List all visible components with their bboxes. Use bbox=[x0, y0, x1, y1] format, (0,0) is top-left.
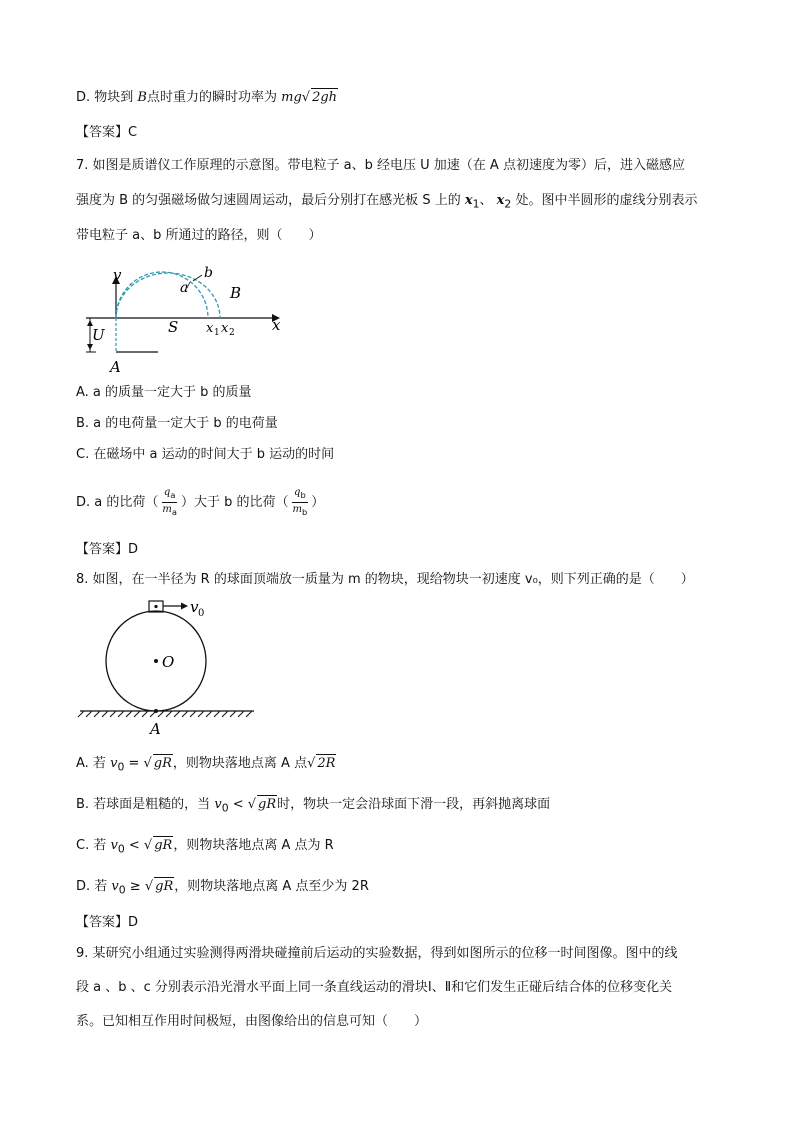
q8-option-b-1: B. 若球面是粗糙的，当 bbox=[76, 797, 211, 812]
q7-x1: x bbox=[464, 193, 473, 208]
label-v0-sub: 0 bbox=[198, 608, 205, 619]
q8-option-b-lt: < bbox=[228, 797, 248, 812]
q8-option-b-sqrt: gR bbox=[258, 797, 277, 812]
q7-option-c: C. 在磁场中 a 运动的时间大于 b 运动的时间 bbox=[76, 447, 335, 462]
q7-x2: x bbox=[496, 193, 505, 208]
q8-option-d-sqrt: gR bbox=[155, 879, 174, 894]
q8-option-c-lt: < bbox=[124, 838, 144, 853]
label-x: x bbox=[272, 316, 281, 334]
label-A: A bbox=[150, 720, 161, 738]
q7-sep: 、 bbox=[479, 193, 493, 208]
frac-a-den-sub: a bbox=[171, 507, 177, 517]
q8-option-a-eq: = bbox=[124, 756, 144, 771]
frac-b-den: m bbox=[292, 504, 302, 515]
label-A: A bbox=[110, 358, 121, 376]
q8-option-a-1: A. 若 bbox=[76, 756, 106, 771]
frac-a-num: q bbox=[163, 487, 171, 498]
q8-option-a-2: ，则物块落地点离 A 点 bbox=[172, 756, 308, 771]
q8-option-d-ge: ≥ bbox=[125, 879, 145, 894]
label-x2: x bbox=[221, 321, 229, 336]
q8-option-b: B. 若球面是粗糙的，当 $v_0$ < √ gR时，物块一定会沿球面下滑一段，再斜抛离球面 bbox=[76, 797, 551, 815]
q8-option-d-v: v bbox=[111, 879, 119, 894]
frac-b-num: q bbox=[294, 487, 301, 498]
q7-frac-a bbox=[160, 486, 179, 519]
q8-option-c-v: v bbox=[110, 838, 118, 853]
q6-option-d-text: D. 物块到 bbox=[76, 90, 134, 105]
q7-stem-line1: 7. 如图是质谱仪工作原理的示意图。带电粒子 a、b 经电压 U 加速（在 A 点初速度为零）后，进入磁感应 bbox=[76, 158, 685, 173]
frac-a-den: m bbox=[162, 504, 172, 515]
q6-option-d-expr: mg bbox=[281, 90, 302, 105]
q8-option-d-2: ，则物块落地点离 A 点至少为 2R bbox=[174, 879, 369, 894]
q8-stem: 8. 如图，在一半径为 R 的球面顶端放一质量为 m 的物块，现给物块一初速度 v₀，则下列正确的是（ ） bbox=[76, 572, 694, 587]
q7-option-d-2: ）大于 b 的比荷（ bbox=[180, 495, 289, 510]
q8-option-a-sqrt2: 2R bbox=[317, 756, 336, 771]
q7-option-a: A. a 的质量一定大于 b 的质量 bbox=[76, 385, 252, 400]
q6-option-d-point: B bbox=[137, 90, 147, 105]
q7-figure bbox=[80, 262, 290, 377]
q6-option-d-sqrt: 2gh bbox=[312, 90, 338, 105]
q7-option-b: B. a 的电荷量一定大于 b 的电荷量 bbox=[76, 416, 278, 431]
label-x1: x bbox=[206, 321, 214, 336]
q7-option-d bbox=[76, 486, 324, 519]
q6-option-d-text2: 点时重力的瞬时功率为 bbox=[146, 90, 277, 105]
q6-option-d: D. 物块到 B点时重力的瞬时功率为 mg√ 2gh bbox=[76, 90, 338, 105]
q7-option-d-3: ） bbox=[311, 495, 325, 510]
q8-option-c-1: C. 若 bbox=[76, 838, 107, 853]
label-S: S bbox=[168, 318, 179, 336]
q7-option-d-1: D. a 的比荷（ bbox=[76, 495, 159, 510]
q7-stem-line2-b: 处。图中半圆形的虚线分别表示 bbox=[515, 193, 698, 208]
q8-option-a: A. 若 $v_0$ = √ gR，则物块落地点离 A 点√ 2R bbox=[76, 756, 336, 774]
label-x2-sub: 2 bbox=[229, 328, 235, 338]
label-U: U bbox=[92, 326, 105, 344]
frac-b-num-sub: b bbox=[300, 490, 306, 500]
q8-option-d: D. 若 $v_0$ ≥ √ gR，则物块落地点离 A 点至少为 2R bbox=[76, 879, 369, 897]
q6-answer: 【答案】C bbox=[76, 125, 138, 140]
q7-answer: 【答案】D bbox=[76, 542, 139, 557]
q7-stem-line3: 带电粒子 a、b 所通过的路径，则（ ） bbox=[76, 228, 322, 243]
q9-stem-line2: 段 a 、b 、c 分别表示沿光滑水平面上同一条直线运动的滑块Ⅰ、Ⅱ和它们发生正碰后结合体的位移变化关 bbox=[76, 980, 673, 995]
q8-option-a-sqrt: gR bbox=[153, 756, 172, 771]
label-x1-sub: 1 bbox=[214, 328, 220, 338]
q8-option-c-sqrt: gR bbox=[154, 838, 173, 853]
q8-option-d-1: D. 若 bbox=[76, 879, 108, 894]
q7-stem-line2-a: 强度为 B 的匀强磁场做匀速圆周运动，最后分别打在感光板 S 上的 bbox=[76, 193, 461, 208]
frac-a-num-sub: a bbox=[170, 490, 176, 500]
q8-option-a-v: v bbox=[110, 756, 118, 771]
label-B: B bbox=[230, 284, 242, 302]
q7-stem-line2: 强度为 B 的匀强磁场做匀速圆周运动，最后分别打在感光板 S 上的 $x_1$、 $x_2$ 处。图中半圆形的虚线分别表示 bbox=[76, 193, 698, 211]
q8-option-b-v: v bbox=[214, 797, 222, 812]
label-a: a bbox=[180, 280, 189, 296]
q7-frac-b bbox=[291, 486, 310, 519]
q8-figure bbox=[76, 596, 266, 738]
q8-option-c: C. 若 $v_0$ < √ gR，则物块落地点离 A 点为 R bbox=[76, 838, 334, 856]
frac-b-den-sub: b bbox=[301, 507, 308, 517]
q9-stem-line3: 系。已知相互作用时间极短，由图像给出的信息可知（ ） bbox=[76, 1014, 428, 1029]
label-O: O bbox=[162, 653, 175, 671]
label-b: b bbox=[204, 265, 213, 281]
q8-option-c-2: ，则物块落地点离 A 点为 R bbox=[173, 838, 334, 853]
q8-option-b-2: 时，物块一定会沿球面下滑一段，再斜抛离球面 bbox=[277, 797, 551, 812]
label-v: v bbox=[113, 266, 122, 284]
label-v0: v bbox=[190, 598, 199, 616]
q8-answer: 【答案】D bbox=[76, 915, 139, 930]
q9-stem-line1: 9. 某研究小组通过实验测得两滑块碰撞前后运动的实验数据，得到如图所示的位移一时间图像。图中的线 bbox=[76, 946, 678, 961]
